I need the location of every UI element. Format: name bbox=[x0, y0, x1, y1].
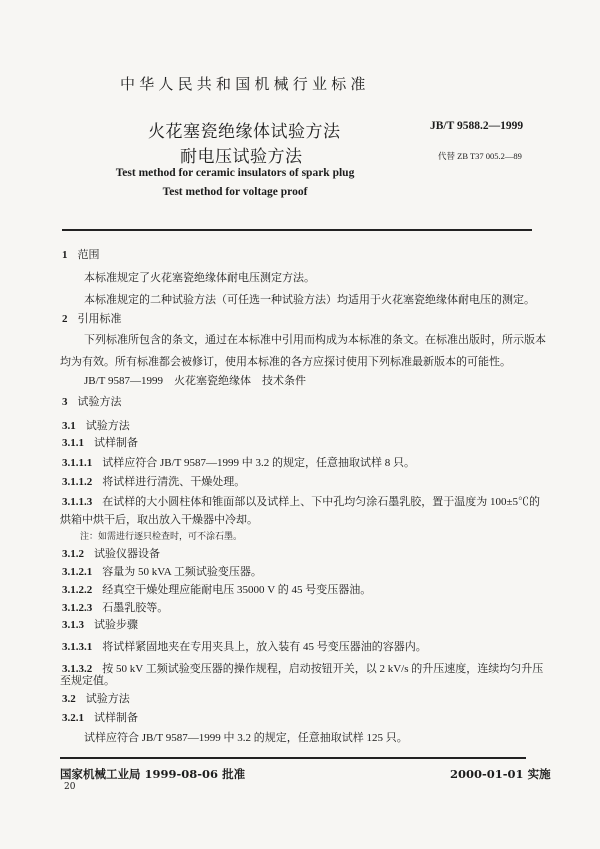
line-text: 石墨乳胶等。 bbox=[102, 602, 169, 614]
line-text: 在试样的大小圆柱体和锥面部以及试样上、下中孔均匀涂石墨乳胶，置于温度为 100±5℃的 bbox=[102, 496, 541, 508]
clause-number: 3.1.2 bbox=[62, 548, 84, 560]
title-en-line2: Test method for voltage proof bbox=[162, 186, 308, 198]
section-line bbox=[62, 545, 160, 561]
clause-number: 3.1.2.1 bbox=[62, 566, 93, 578]
clause-number: 3.1.1.3 bbox=[62, 496, 93, 508]
line-text: 试验方法 bbox=[85, 420, 130, 432]
paragraph-line bbox=[84, 331, 546, 347]
clause-number: 2 bbox=[62, 313, 68, 325]
line-text: 试样应符合 JB/T 9587—1999 中 3.2 的规定，任意抽取试样 8 只。 bbox=[102, 457, 415, 469]
paragraph-line bbox=[60, 511, 258, 527]
section-line bbox=[62, 660, 543, 676]
paragraph-line bbox=[84, 372, 306, 388]
title-cn-line1: 火花塞瓷绝缘体试验方法 bbox=[148, 122, 341, 142]
paragraph-line bbox=[60, 353, 511, 369]
standard-category: 中华人民共和国机械行业标准 bbox=[120, 75, 370, 93]
line-text: 经真空干燥处理应能耐电压 35000 V 的 45 号变压器油。 bbox=[102, 584, 372, 596]
header-divider bbox=[62, 229, 532, 231]
section-line bbox=[62, 434, 138, 450]
implementation-date: 2000-01-01 实施 bbox=[450, 767, 551, 781]
section-line bbox=[62, 493, 540, 509]
approval-note: 国家机械工业局 1999-08-06 批准 bbox=[60, 767, 246, 781]
section-line bbox=[62, 473, 245, 489]
line-text: 试验方法 bbox=[77, 396, 122, 408]
line-text: 试验方法 bbox=[85, 693, 130, 705]
line-text: 本标准规定的二种试验方法（可任选一种试验方法）均适用于火花塞瓷绝缘体耐电压的测定。 bbox=[84, 294, 535, 306]
line-text: 注：如需进行逐只检查时，可不涂石墨。 bbox=[80, 531, 243, 541]
clause-number: 3.1.2.2 bbox=[62, 584, 93, 596]
section-line bbox=[62, 454, 415, 470]
section-line bbox=[62, 638, 427, 654]
line-text: 容量为 50 kVA 工频试验变压器。 bbox=[102, 566, 262, 578]
clause-number: 3.1.1.2 bbox=[62, 476, 93, 488]
footer-divider bbox=[60, 757, 526, 759]
line-text: 试样制备 bbox=[94, 712, 138, 724]
clause-number: 3.1 bbox=[62, 420, 76, 432]
section-line bbox=[62, 690, 130, 706]
line-text: 范围 bbox=[77, 249, 100, 261]
note-line bbox=[80, 529, 242, 542]
clause-number: 1 bbox=[62, 249, 68, 261]
clause-number: 3.1.1.1 bbox=[62, 457, 93, 469]
line-text: 下列标准所包含的条文，通过在本标准中引用而构成为本标准的条文。在标准出版时，所示版本 bbox=[84, 334, 546, 346]
line-text: 试验步骤 bbox=[94, 619, 138, 631]
clause-number: 3.1.1 bbox=[62, 437, 84, 449]
paragraph-line bbox=[84, 269, 315, 285]
replaces-standard: 代替 ZB T37 005.2—89 bbox=[438, 151, 522, 161]
title-en-line1: Test method for ceramic insulators of spark plug bbox=[115, 167, 355, 179]
line-text: 按 50 kV 工频试验变压器的操作规程，启动按钮开关，以 2 kV/s 的升压速度，连续均匀升压 bbox=[102, 663, 544, 675]
section-line bbox=[62, 581, 371, 597]
line-text: 引用标准 bbox=[77, 313, 122, 325]
clause-number: 3 bbox=[62, 396, 68, 408]
line-text: 将试样紧固地夹在专用夹具上，放入装有 45 号变压器油的容器内。 bbox=[102, 641, 427, 653]
paragraph-line bbox=[84, 729, 408, 745]
paragraph-line bbox=[84, 291, 535, 307]
page-number: 20 bbox=[64, 782, 76, 792]
section-line bbox=[62, 563, 262, 579]
clause-number: 3.2.1 bbox=[62, 712, 84, 724]
clause-number: 3.2 bbox=[62, 693, 76, 705]
section-line bbox=[62, 393, 122, 409]
clause-number: 3.1.3.2 bbox=[62, 663, 93, 675]
line-text: 试样应符合 JB/T 9587—1999 中 3.2 的规定，任意抽取试样 125 只。 bbox=[84, 732, 408, 744]
clause-number: 3.1.3.1 bbox=[62, 641, 93, 653]
line-text: 试验仪器设备 bbox=[94, 548, 160, 560]
standard-number: JB/T 9588.2—1999 bbox=[430, 120, 524, 132]
section-line bbox=[62, 599, 168, 615]
line-text: 烘箱中烘干后，取出放入干燥器中冷却。 bbox=[60, 514, 258, 526]
section-line bbox=[62, 616, 138, 632]
paragraph-line bbox=[60, 672, 115, 688]
line-text: 将试样进行清洗、干燥处理。 bbox=[102, 476, 246, 488]
line-text: 本标准规定了火花塞瓷绝缘体耐电压测定方法。 bbox=[84, 272, 315, 284]
line-text: JB/T 9587—1999 火花塞瓷绝缘体 技术条件 bbox=[84, 375, 306, 387]
line-text: 至规定值。 bbox=[60, 675, 115, 687]
section-line bbox=[62, 246, 100, 262]
line-text: 均为有效。所有标准都会被修订，使用本标准的各方应探讨使用下列标准最新版本的可能性。 bbox=[60, 356, 511, 368]
section-line bbox=[62, 709, 138, 725]
section-line bbox=[62, 417, 130, 433]
clause-number: 3.1.2.3 bbox=[62, 602, 93, 614]
title-cn-line2: 耐电压试验方法 bbox=[180, 147, 303, 167]
clause-number: 3.1.3 bbox=[62, 619, 84, 631]
line-text: 试样制备 bbox=[94, 437, 138, 449]
section-line bbox=[62, 310, 122, 326]
